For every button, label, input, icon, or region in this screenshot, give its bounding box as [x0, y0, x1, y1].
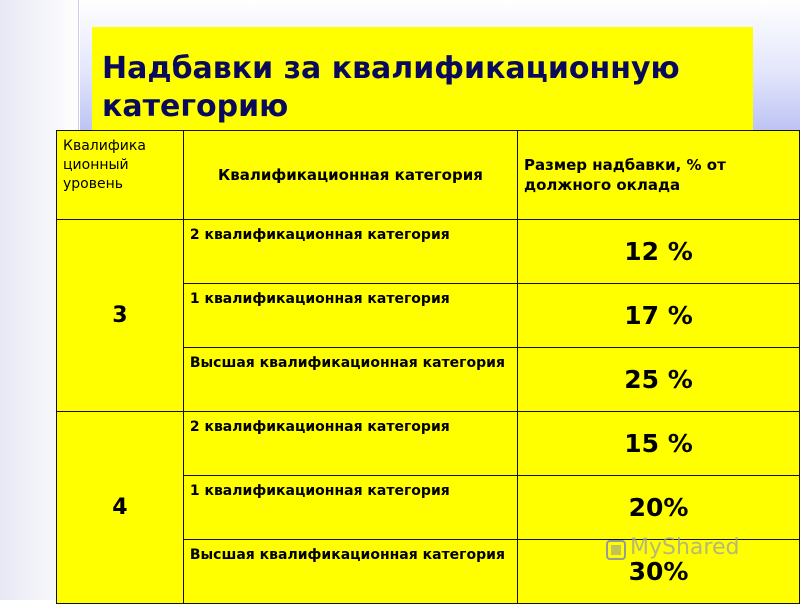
header-level: Квалифика ционный уровень: [57, 131, 184, 220]
allowance-table: [56, 130, 800, 604]
allowance-cell: 20%: [517, 476, 799, 540]
category-cell: 1 квалификационная категория: [183, 284, 517, 348]
myshared-logo-icon: [606, 540, 626, 560]
allowance-cell: 12 %: [517, 220, 799, 284]
category-cell: Высшая квалификационная категория: [183, 348, 517, 412]
allowance-cell: 17 %: [517, 284, 799, 348]
watermark-text: MyShared: [630, 535, 740, 560]
table-row: [57, 412, 800, 476]
level-cell: 4: [57, 412, 184, 604]
allowance-cell: 30%: [517, 540, 799, 604]
header-allowance: Размер надбавки, % от должного оклада: [517, 131, 799, 220]
level-cell: 3: [57, 220, 184, 412]
allowance-cell: 25 %: [517, 348, 799, 412]
category-cell: 2 квалификационная категория: [183, 412, 517, 476]
table-row: [57, 220, 800, 284]
allowance-cell: 15 %: [517, 412, 799, 476]
category-cell: Высшая квалификационная категория: [183, 540, 517, 604]
category-cell: 1 квалификационная категория: [183, 476, 517, 540]
category-cell: 2 квалификационная категория: [183, 220, 517, 284]
table-header-row: [57, 131, 800, 220]
slide-title: Надбавки за квалификационную категорию: [102, 51, 680, 124]
header-category: Квалификационная категория: [183, 131, 517, 220]
